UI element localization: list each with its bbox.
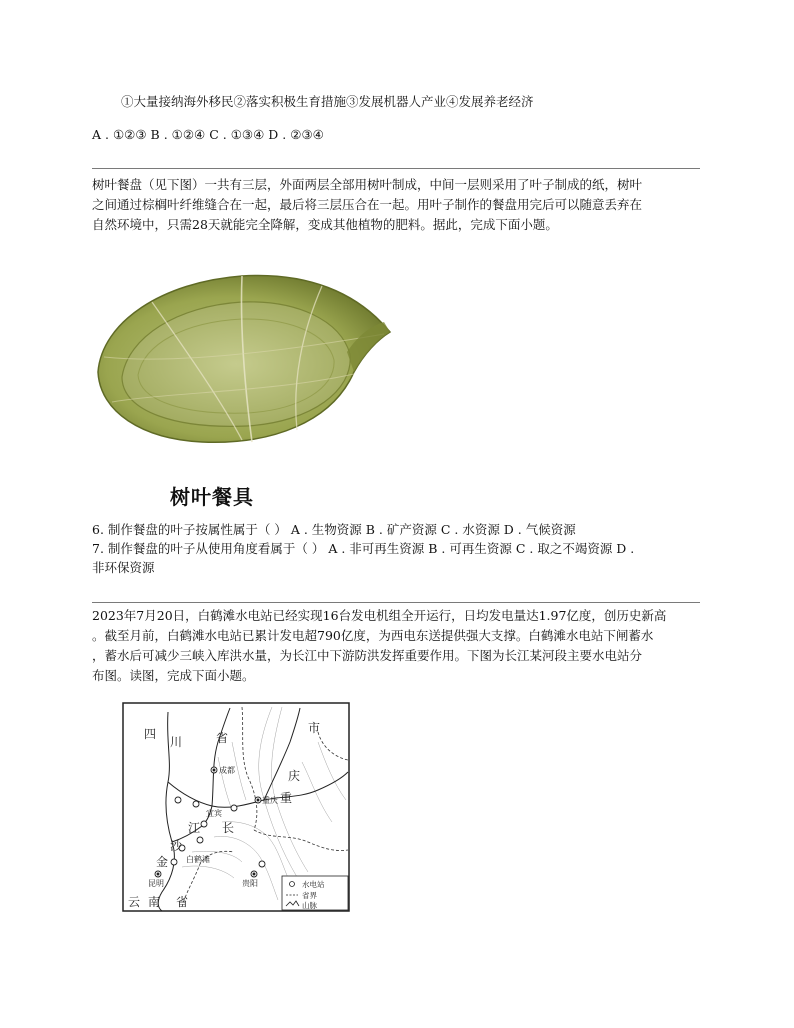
station-icon xyxy=(175,797,181,803)
legend-mountain: 山脉 xyxy=(302,901,317,910)
map-label: 宜宾 xyxy=(206,809,222,818)
legend-station-icon xyxy=(290,882,295,887)
map-label: 金 xyxy=(156,855,169,869)
hydropower-map xyxy=(122,702,350,912)
passage-line: 之间通过棕榈叶纤维缝合在一起，最后将三层压合在一起。用叶子制作的餐盘用完后可以随意丢弃在 xyxy=(92,197,643,212)
leaf-plate-image xyxy=(92,262,392,447)
map-label: 沙 xyxy=(170,839,183,853)
map-label: 昆明 xyxy=(148,879,164,888)
station-icon xyxy=(197,837,203,843)
map-label: 贵阳 xyxy=(242,879,258,888)
map-label: 江 xyxy=(188,821,201,835)
station-icon xyxy=(259,861,265,867)
q5-measures: ①大量接纳海外移民②落实积极生育措施③发展机器人产业④发展养老经济 xyxy=(121,94,534,109)
map-label: 重庆 xyxy=(262,796,278,805)
map-label: 省 xyxy=(176,895,189,909)
station-icon xyxy=(171,859,177,865)
map-legend xyxy=(282,876,348,910)
passage-baihetan xyxy=(92,606,702,686)
passage-line: 树叶餐盘（见下图）一共有三层，外面两层全部用树叶制成，中间一层则采用了叶子制成的纸，树叶 xyxy=(92,177,643,192)
map-label: 川 xyxy=(170,735,183,749)
passage-line: ，蓄水后可减少三峡入库洪水量，为长江中下游防洪发挥重要作用。下图为长江某河段主要水电站分 xyxy=(92,648,643,663)
map-label: 四 xyxy=(144,727,157,741)
map-label: 白鹤滩 xyxy=(186,855,210,864)
map-label: 市 xyxy=(308,721,321,735)
passage-line: 。截至月前，白鹤滩水电站已累计发电超790亿度，为西电东送提供强大支撑。白鹤滩水电站下闸蓄水 xyxy=(92,628,654,643)
passage-line: 2023年7月20日，白鹤滩水电站已经实现16台发电机组全开运行，日均发电量达1.97亿度，创历史新高 xyxy=(92,608,667,623)
map-label: 成都 xyxy=(219,766,235,775)
passage-line: 自然环境中，只需28天就能完全降解，变成其他植物的肥料。据此，完成下面小题。 xyxy=(92,217,558,232)
station-icon xyxy=(193,801,199,807)
question-6: 6. 制作餐盘的叶子按属性属于（ ） A . 生物资源 B . 矿产资源 C . 水资源 D . 气候资源 xyxy=(92,522,576,537)
map-label: 重 xyxy=(280,791,293,805)
map-label: 省 xyxy=(216,731,229,745)
divider xyxy=(92,168,700,169)
map-label: 长 xyxy=(222,821,235,835)
map-label: 云 xyxy=(128,895,141,909)
figure-caption: 树叶餐具 xyxy=(170,485,254,509)
divider xyxy=(92,602,700,603)
passage-line: 布图。读图，完成下面小题。 xyxy=(92,668,255,683)
q5-options: A . ①②③ B . ①②④ C . ①③④ D . ②③④ xyxy=(92,127,324,142)
question-7-line2: 非环保资源 xyxy=(92,560,155,575)
legend-boundary: 省界 xyxy=(302,891,317,900)
passage-leaf-plate xyxy=(92,175,702,235)
map-label: 南 xyxy=(148,895,161,909)
question-7-line1: 7. 制作餐盘的叶子从使用角度看属于（ ） A . 非可再生资源 B . 可再生资源 C . 取之不竭资源 D . xyxy=(92,541,635,556)
station-icon xyxy=(231,805,237,811)
station-icon xyxy=(201,821,207,827)
legend-station: 水电站 xyxy=(302,880,325,889)
map-label: 庆 xyxy=(288,769,301,783)
